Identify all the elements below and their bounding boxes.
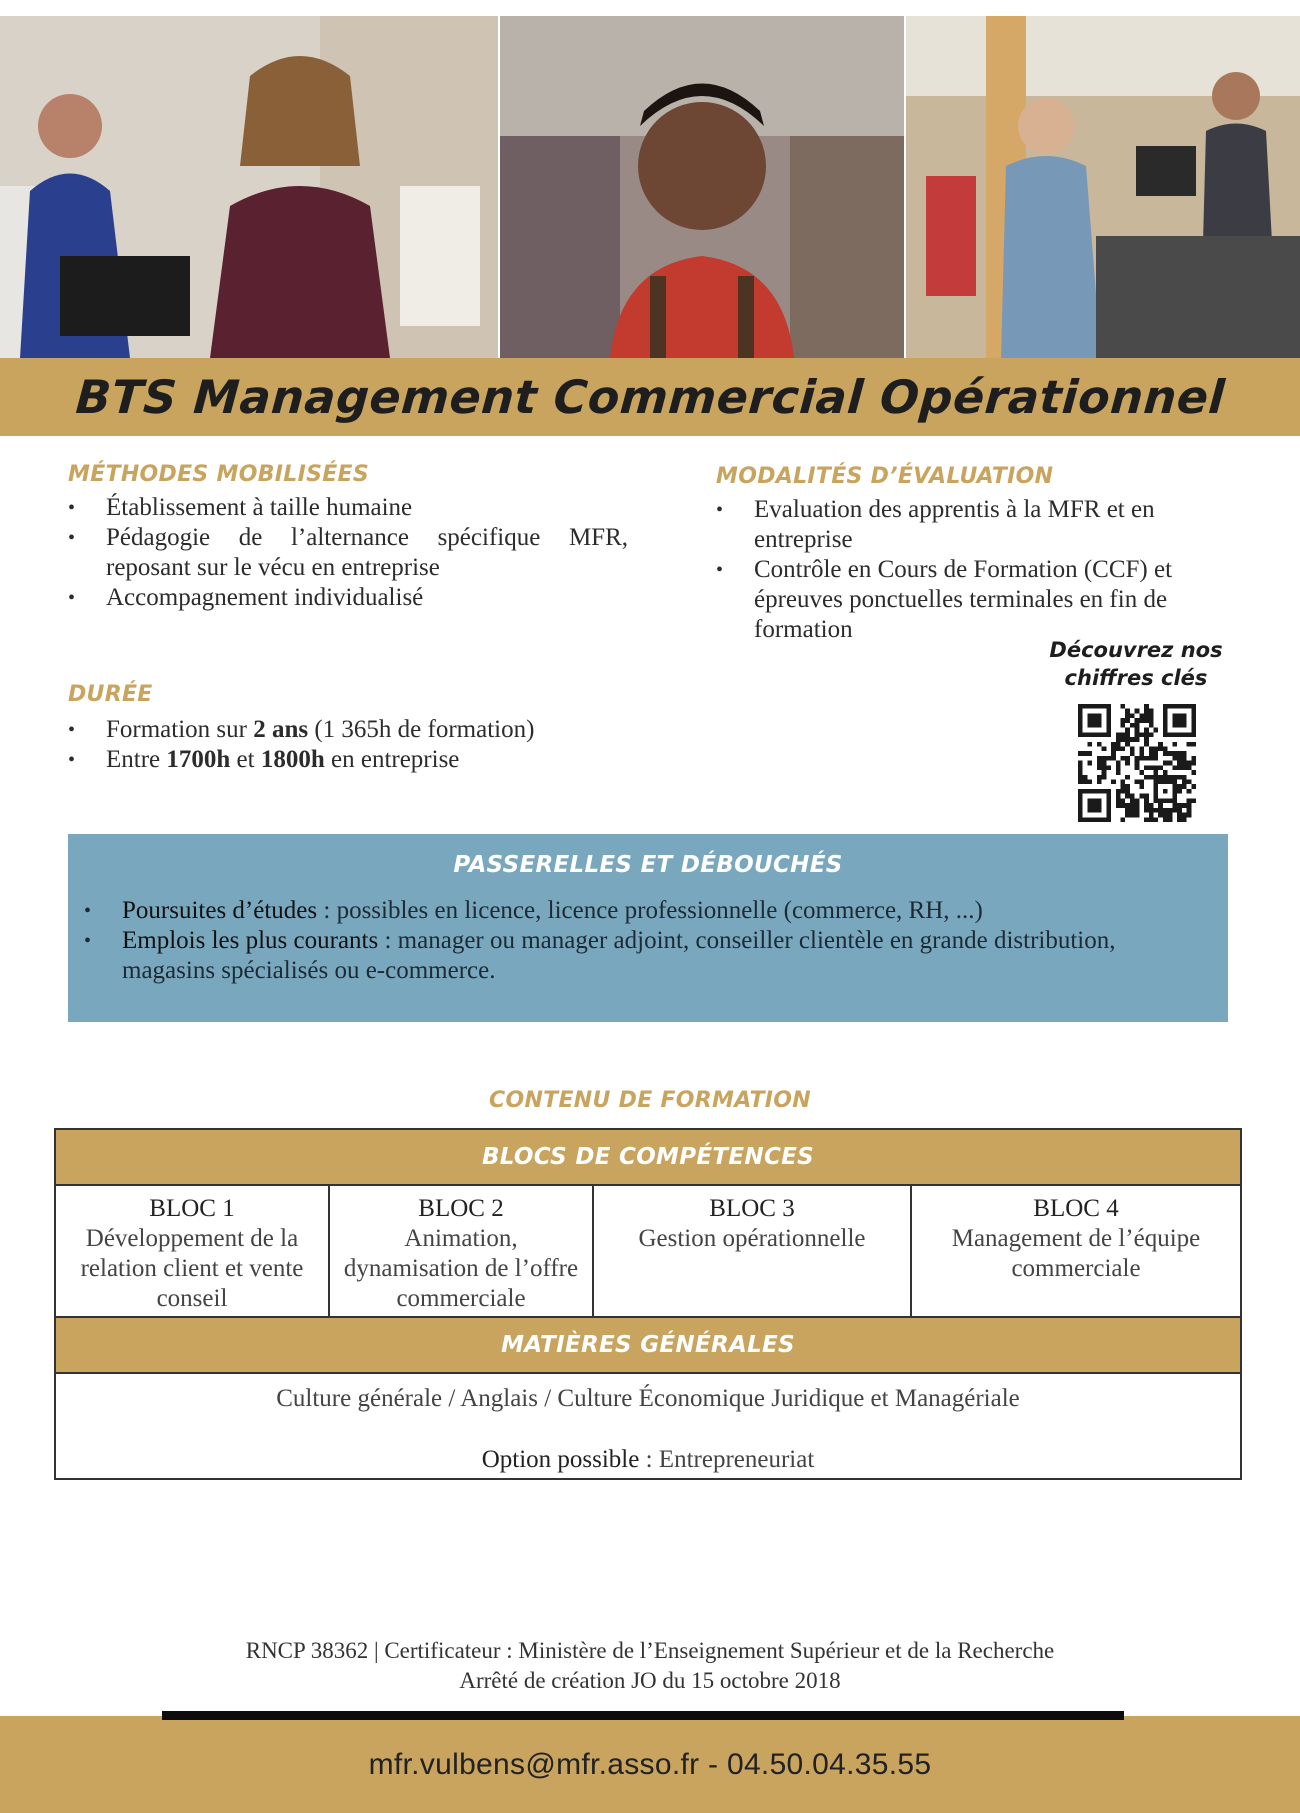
bloc-desc: Développement de la relation client et vente conseil (80, 1225, 304, 1312)
bloc-desc: Management de l’équipe commerciale (951, 1225, 1201, 1282)
matieres-title: MATIÈRES GÉNÉRALES (501, 1332, 795, 1358)
matieres-header (56, 1318, 1240, 1374)
matieres-cell (56, 1374, 1240, 1478)
certification-footer (0, 1636, 1300, 1696)
methodes-title: MÉTHODES MOBILISÉES (68, 462, 370, 487)
bloc-desc: Gestion opérationnelle (638, 1225, 866, 1252)
option-text: Option possible : Entrepreneuriat (481, 1446, 815, 1473)
bloc-name: BLOC 3 (709, 1195, 795, 1222)
formation-table (54, 1128, 1242, 1480)
photo-boutique-vendeuses (0, 16, 498, 358)
section-modalites (716, 464, 1216, 645)
duree-title: DURÉE (68, 682, 153, 707)
contact-band (0, 1716, 1300, 1813)
divider (162, 1711, 1124, 1720)
rncp-line: RNCP 38362 | Certificateur : Ministère de l’Enseignement Supérieur et de la Recherche (245, 1638, 1055, 1663)
bloc-cell (330, 1186, 594, 1316)
list-item: • Entre 1700h et 1800h en entreprise (68, 745, 668, 775)
list-item: • Contrôle en Cours de Formation (CCF) et épreuves ponctuelles terminales en fin de formation (716, 555, 1216, 645)
arrete-line: Arrêté de création JO du 15 octobre 2018 (459, 1668, 841, 1693)
duree-list (68, 715, 668, 775)
section-methodes (68, 462, 628, 613)
bloc-desc: Animation, dynamisation de l’offre commerciale (343, 1225, 579, 1312)
methodes-list (68, 493, 628, 613)
page-title: BTS Management Commercial Opérationnel (73, 370, 1227, 424)
bloc-cell (56, 1186, 330, 1316)
list-item: • Evaluation des apprentis à la MFR et en entreprise (716, 495, 1174, 555)
contenu-title: CONTENU DE FORMATION (489, 1088, 811, 1113)
list-item: • Établissement à taille humaine (68, 493, 628, 523)
section-duree (68, 682, 668, 775)
list-item: • Formation sur 2 ans (1 365h de formation) (68, 715, 668, 745)
contenu-heading (0, 1088, 1300, 1113)
photo-caisse-supermarche (906, 16, 1300, 358)
bloc-name: BLOC 1 (149, 1195, 235, 1222)
blocs-header (56, 1130, 1240, 1186)
passerelles-list (84, 896, 1204, 986)
bloc-name: BLOC 2 (418, 1195, 504, 1222)
photo-vendeur-souriant (500, 16, 904, 358)
modalites-title: MODALITÉS D’ÉVALUATION (716, 464, 1054, 489)
contact-info[interactable]: mfr.vulbens@mfr.asso.fr - 04.50.04.35.55 (368, 1747, 932, 1781)
qr-caption: Découvrez nos chiffres clés (1049, 638, 1223, 690)
bloc-cell (912, 1186, 1240, 1316)
list-item: • Accompagnement individualisé (68, 583, 628, 613)
passerelles-title: PASSERELLES ET DÉBOUCHÉS (453, 852, 843, 878)
blocs-row (56, 1186, 1240, 1318)
list-item: • Pédagogie de l’alternance spécifique MFR, reposant sur le vécu en entreprise (68, 523, 628, 583)
header-photo-strip (0, 16, 1300, 358)
matieres-text: Culture générale / Anglais / Culture Économique Juridique et Managériale (276, 1385, 1020, 1412)
modalites-list (716, 495, 1216, 645)
blocs-title: BLOCS DE COMPÉTENCES (481, 1144, 815, 1170)
qr-code[interactable] (1078, 704, 1196, 822)
passerelles-box (68, 834, 1228, 1022)
title-band (0, 358, 1300, 436)
list-item: • Emplois les plus courants : manager ou manager adjoint, conseiller clientèle en grande distribution, magasins spécialisés ou e-commerce. (84, 926, 1204, 986)
bloc-cell (594, 1186, 912, 1316)
bloc-name: BLOC 4 (1033, 1195, 1119, 1222)
list-item: • Poursuites d’études : possibles en licence, licence professionnelle (commerce, RH, ...) (84, 896, 1204, 926)
